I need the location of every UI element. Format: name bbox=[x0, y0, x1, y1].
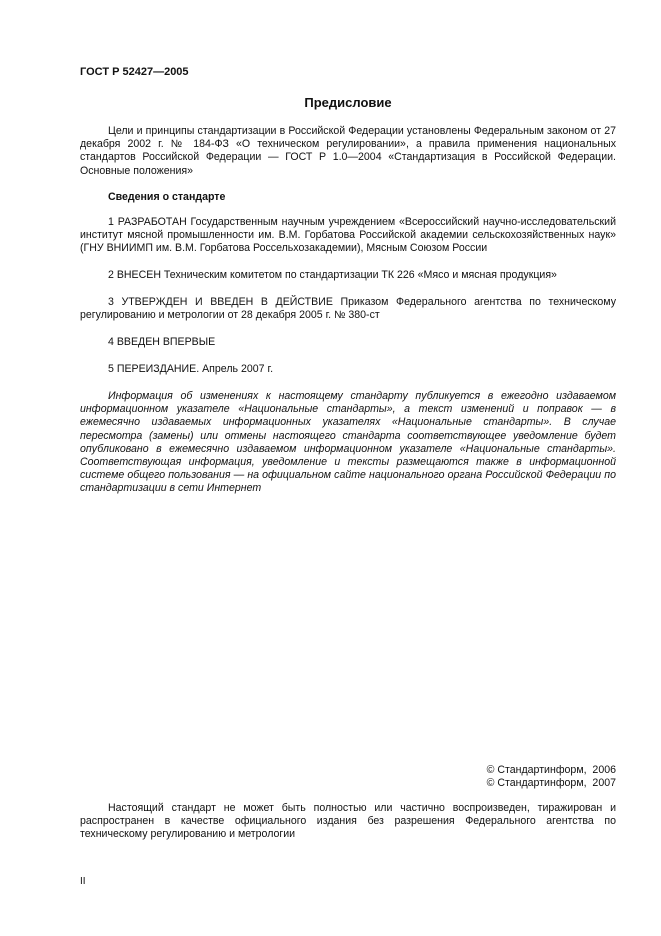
footer-paragraph: Настоящий стандарт не может быть полностью или частично воспроизведен, тиражирован и распространен в качестве официального издания без разрешения Федерального агентства по техническому регулированию и метрологии bbox=[80, 802, 616, 841]
intro-paragraph: Цели и принципы стандартизации в Российской Федерации установлены Федеральным законом от 27 декабря 2002 г. № 184-ФЗ «О техническом регулировании», а правила применения национальных стандартов Российской Федерации — ГОСТ Р 1.0—2004 «Стандартизация в Российской Федерации. Основные положения» bbox=[80, 125, 616, 177]
copyright-block bbox=[487, 764, 616, 790]
item-reissue: 5 ПЕРЕИЗДАНИЕ. Апрель 2007 г. bbox=[108, 363, 274, 375]
item-approved: 3 УТВЕРЖДЕН И ВВЕДЕН В ДЕЙСТВИЕ Приказом Федерального агентства по техническому регулированию и метрологии от 28 декабря 2005 г. № 380-ст bbox=[80, 296, 616, 322]
notice-paragraph: Информация об изменениях к настоящему стандарту публикуется в ежегодно издаваемом информационном указателе «Национальные стандарты», а текст изменений и поправок — в ежемесячно издаваемых информационных указателях «Национальные стандарты». В случае пересмотра (замены) или отмены настоящего стандарта соответствующее уведомление будет опубликовано в ежемесячно издаваемом информационном указателе «Национальные стандарты». Соответствующая информация, уведомление и тексты размещаются также в информационной системе общего пользования — на официальном сайте национального органа Российской Федерации по стандартизации в сети Интернет bbox=[80, 390, 616, 495]
copyright-line: © Стандартинформ, 2006 bbox=[486, 764, 616, 776]
section-heading: Сведения о стандарте bbox=[108, 191, 226, 203]
item-introduced-by: 2 ВНЕСЕН Техническим комитетом по стандартизации ТК 226 «Мясо и мясная продукция» bbox=[108, 269, 557, 281]
item-developed: 1 РАЗРАБОТАН Государственным научным учреждением «Всероссийский научно-исследовательский институт мясной промышленности им. В.М. Горбатова Российской академии сельскохозяйственных наук» (ГНУ ВНИИМП им. В.М. Горбатова Россельхозакадемии), Мясным Союзом России bbox=[80, 216, 616, 255]
page-number: II bbox=[80, 876, 86, 887]
item-first-introduced: 4 ВВЕДЕН ВПЕРВЫЕ bbox=[108, 336, 216, 348]
copyright-line: © Стандартинформ, 2007 bbox=[486, 777, 616, 790]
document-code-header: ГОСТ Р 52427—2005 bbox=[80, 66, 189, 78]
page-title: Предисловие bbox=[304, 95, 392, 110]
